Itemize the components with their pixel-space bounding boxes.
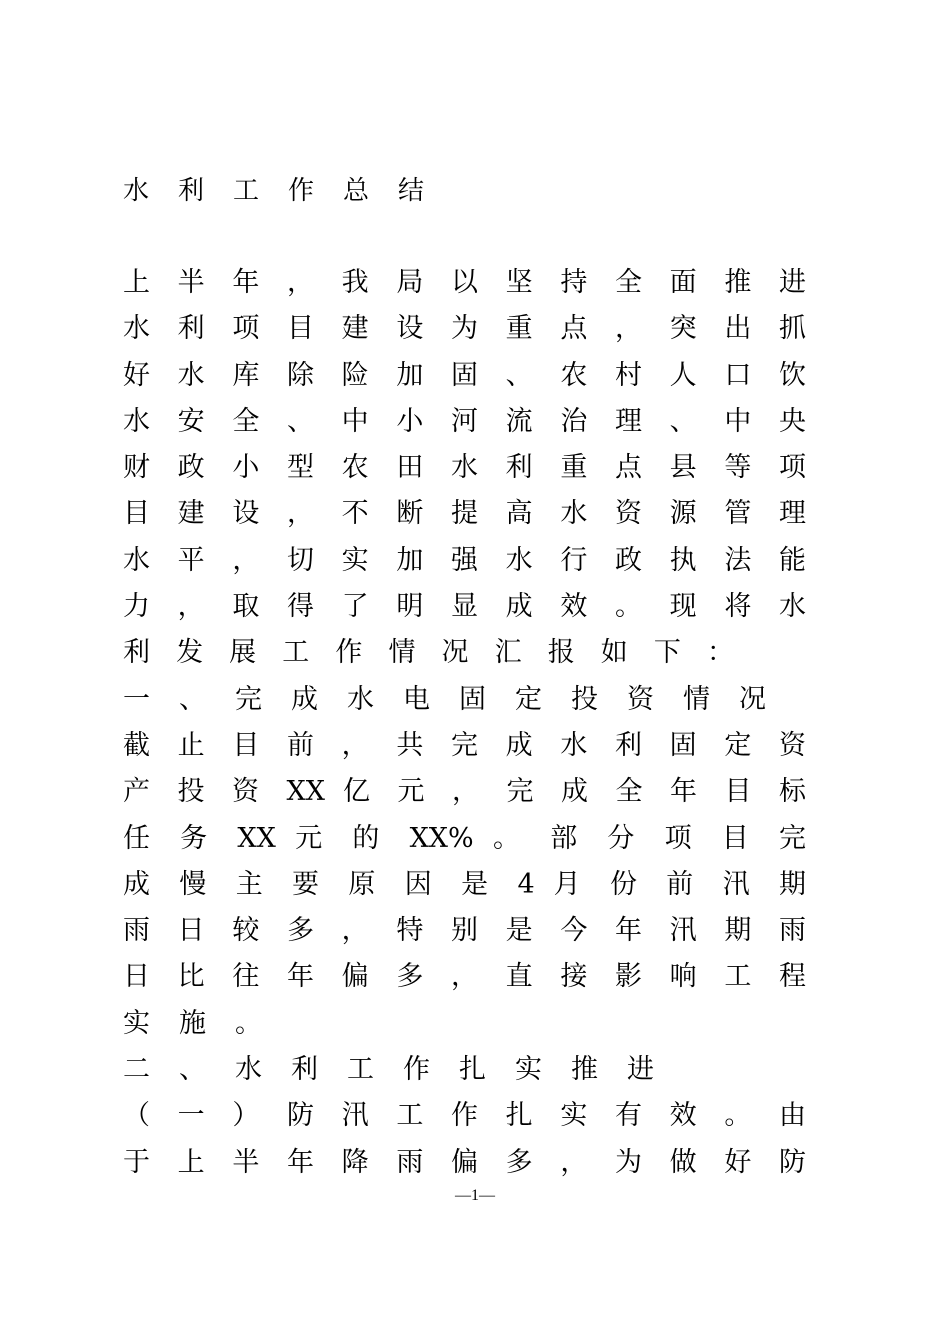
text-line: 产 投 资 XX 亿 元 ， 完 成 全 年 目 标 <box>123 776 806 808</box>
document-title: 水利工作总结 <box>123 176 454 206</box>
text-line: （ 一 ） 防 汛 工 作 扎 实 有 效 。 由 <box>123 1100 806 1132</box>
text-line: 任 务 XX 元 的 XX% 。 部 分 项 目 完 <box>123 822 806 854</box>
document-body <box>123 260 806 1186</box>
section-heading: 二、水利工作扎实推进 <box>123 1054 683 1086</box>
text-line: 上 半 年 ， 我 局 以 坚 持 全 面 推 进 <box>123 267 806 298</box>
text-line: 利 发 展 工 作 情 况 汇 报 如 下 ： <box>123 637 734 669</box>
text-line: 力 ， 取 得 了 明 显 成 效 。 现 将 水 <box>123 591 806 623</box>
text-line: 财 政 小 型 农 田 水 利 重 点 县 等 项 <box>123 452 806 484</box>
text-line: 截 止 目 前 ， 共 完 成 水 利 固 定 资 <box>123 729 806 761</box>
text-line: 日 比 往 年 偏 多 ， 直 接 影 响 工 程 <box>123 961 806 993</box>
text-line: 成 慢 主 要 原 因 是 4 月 份 前 汛 期 <box>123 868 806 900</box>
text-line: 雨 日 较 多 ， 特 别 是 今 年 汛 期 雨 <box>123 915 806 947</box>
text-line: 于 上 半 年 降 雨 偏 多 ， 为 做 好 防 <box>123 1146 806 1178</box>
section-heading: 一、完成水电固定投资情况 <box>123 683 795 715</box>
text-line: 水 平 ， 切 实 加 强 水 行 政 执 法 能 <box>123 544 806 576</box>
text-line: 好 水 库 除 险 加 固 、 农 村 人 口 饮 <box>123 359 806 391</box>
text-line: 目 建 设 ， 不 断 提 高 水 资 源 管 理 <box>123 498 806 530</box>
page-number: —1— <box>455 1187 495 1204</box>
text-line: 水 安 全 、 中 小 河 流 治 理 、 中 央 <box>123 405 806 437</box>
text-line: 实施。 <box>123 1007 291 1039</box>
text-line: 水 利 项 目 建 设 为 重 点 ， 突 出 抓 <box>123 313 806 345</box>
